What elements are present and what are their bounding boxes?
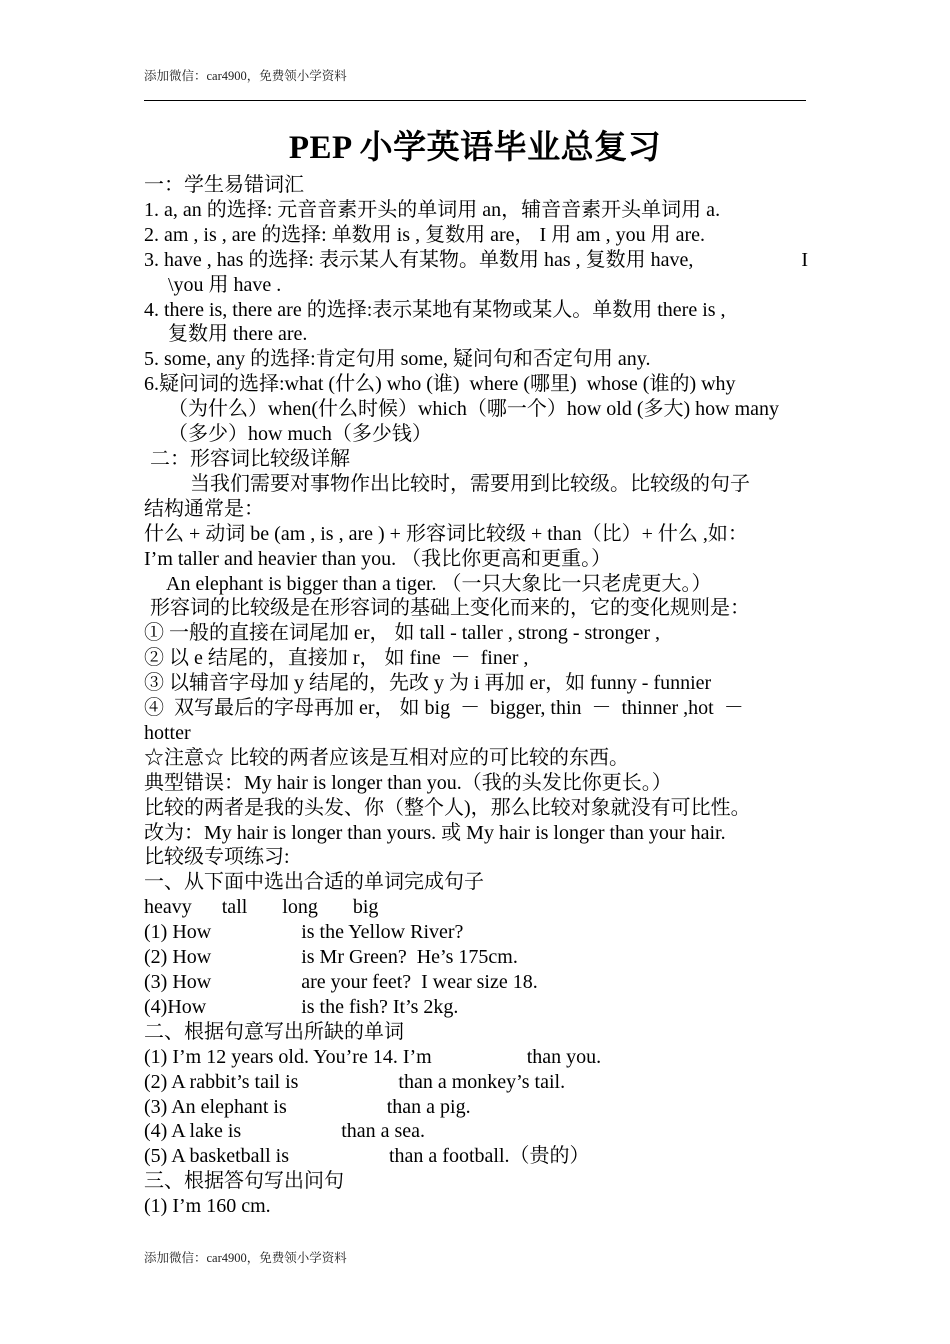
page-footer: 添加微信：car4900，免费领小学资料 (144, 1251, 347, 1265)
section2-intro-cont: 结构通常是： (144, 497, 264, 520)
rule-3: ③ 以辅音字母加 y 结尾的，先改 y 为 i 再加 er，如 funny - funnier (144, 672, 712, 695)
section1-item-4: 4. there is, there are 的选择:表示某地有某物或某人。单数用 there is , (144, 298, 726, 321)
part1-question-1: (1) How is the Yellow River? (144, 921, 464, 944)
section1-item-2: 2. am , is , are 的选择: 单数用 is , 复数用 are， I 用 am , you 用 are. (144, 223, 706, 246)
section1-item-6: 6.疑问词的选择:what (什么) who (谁) where (哪里) whose (谁的) why (144, 373, 736, 396)
part2-question-1: (1) I’m 12 years old. You’re 14. I’m than you. (144, 1045, 602, 1068)
header-divider (144, 100, 806, 101)
typical-error: 典型错误：My hair is longer than you.（我的头发比你更长。） (144, 771, 672, 794)
page-title: PEP 小学英语毕业总复习 (288, 130, 662, 166)
document-body (144, 173, 808, 1219)
example-sentence-1: I’m taller and heavier than you. （我比你更高和更重。） (144, 547, 612, 570)
section1-item-6-cont1: （为什么）when(什么时候）which（哪一个）how old (多大) how many (168, 398, 780, 421)
part1-question-4: (4)How is the fish? It’s 2kg. (144, 995, 459, 1018)
note: ☆注意☆ 比较的两者应该是互相对应的可比较的东西。 (144, 746, 629, 769)
rule-4: ④ 双写最后的字母再加 er， 如 big － bigger, thin － thinner ,hot － (144, 697, 744, 720)
practice-part2-heading: 二、根据句意写出所缺的单词 (144, 1020, 404, 1043)
practice-heading: 比较级专项练习: (144, 846, 290, 869)
section2-intro: 当我们需要对事物作出比较时，需要用到比较级。比较级的句子 (190, 472, 750, 495)
section1-item-5: 5. some, any 的选择:肯定句用 some, 疑问句和否定句用 any. (144, 348, 651, 371)
part2-question-2: (2) A rabbit’s tail is than a monkey’s tail. (144, 1070, 566, 1093)
correction: 改为：My hair is longer than yours. 或 My hair is longer than your hair. (144, 821, 726, 844)
part2-question-5: (5) A basketball is than a football.（贵的） (144, 1145, 590, 1168)
section1-item-1: 1. a, an 的选择: 元音音素开头的单词用 an，辅音音素开头单词用 a. (144, 198, 721, 221)
part3-question-1: (1) I’m 160 cm. (144, 1195, 271, 1218)
part2-question-3: (3) An elephant is than a pig. (144, 1095, 471, 1118)
section1-item-3-end: I (801, 248, 808, 271)
example-sentence-2: An elephant is bigger than a tiger. （一只大象比一只老虎更大。） (166, 572, 712, 595)
comparative-formula: 什么 + 动词 be (am , is , are ) + 形容词比较级 + than（比）+ 什么 ,如： (144, 522, 748, 545)
word-bank: heavy tall long big (144, 896, 379, 919)
practice-part3-heading: 三、根据答句写出问句 (144, 1170, 344, 1193)
rule-4-cont: hotter (144, 721, 191, 744)
page-header: 添加微信：car4900，免费领小学资料 (144, 69, 347, 83)
part1-question-3: (3) How are your feet? I wear size 18. (144, 971, 538, 993)
section1-item-4-cont: 复数用 there are. (168, 323, 308, 346)
rules-intro: 形容词的比较级是在形容词的基础上变化而来的，它的变化规则是： (150, 597, 750, 620)
section1-item-3-cont: \you 用 have . (168, 273, 282, 296)
section2-heading: 二：形容词比较级详解 (150, 447, 350, 470)
section1-heading: 一：学生易错词汇 (144, 174, 304, 196)
rule-2: ② 以 e 结尾的，直接加 r， 如 fine － finer , (144, 647, 529, 670)
part1-question-2: (2) How is Mr Green? He’s 175cm. (144, 946, 518, 969)
part2-question-4: (4) A lake is than a sea. (144, 1120, 426, 1143)
practice-part1-heading: 一、从下面中选出合适的单词完成句子 (144, 871, 484, 894)
section1-item-3 (144, 248, 808, 273)
section1-item-3-text: 3. have , has 的选择: 表示某人有某物。单数用 has , 复数用 have, (144, 248, 694, 271)
section1-item-6-cont2: （多少）how much（多少钱） (168, 423, 432, 446)
error-explanation: 比较的两者是我的头发、你（整个人)，那么比较对象就没有可比性。 (144, 796, 751, 819)
rule-1: ① 一般的直接在词尾加 er， 如 tall - taller , strong - stronger , (144, 622, 661, 645)
